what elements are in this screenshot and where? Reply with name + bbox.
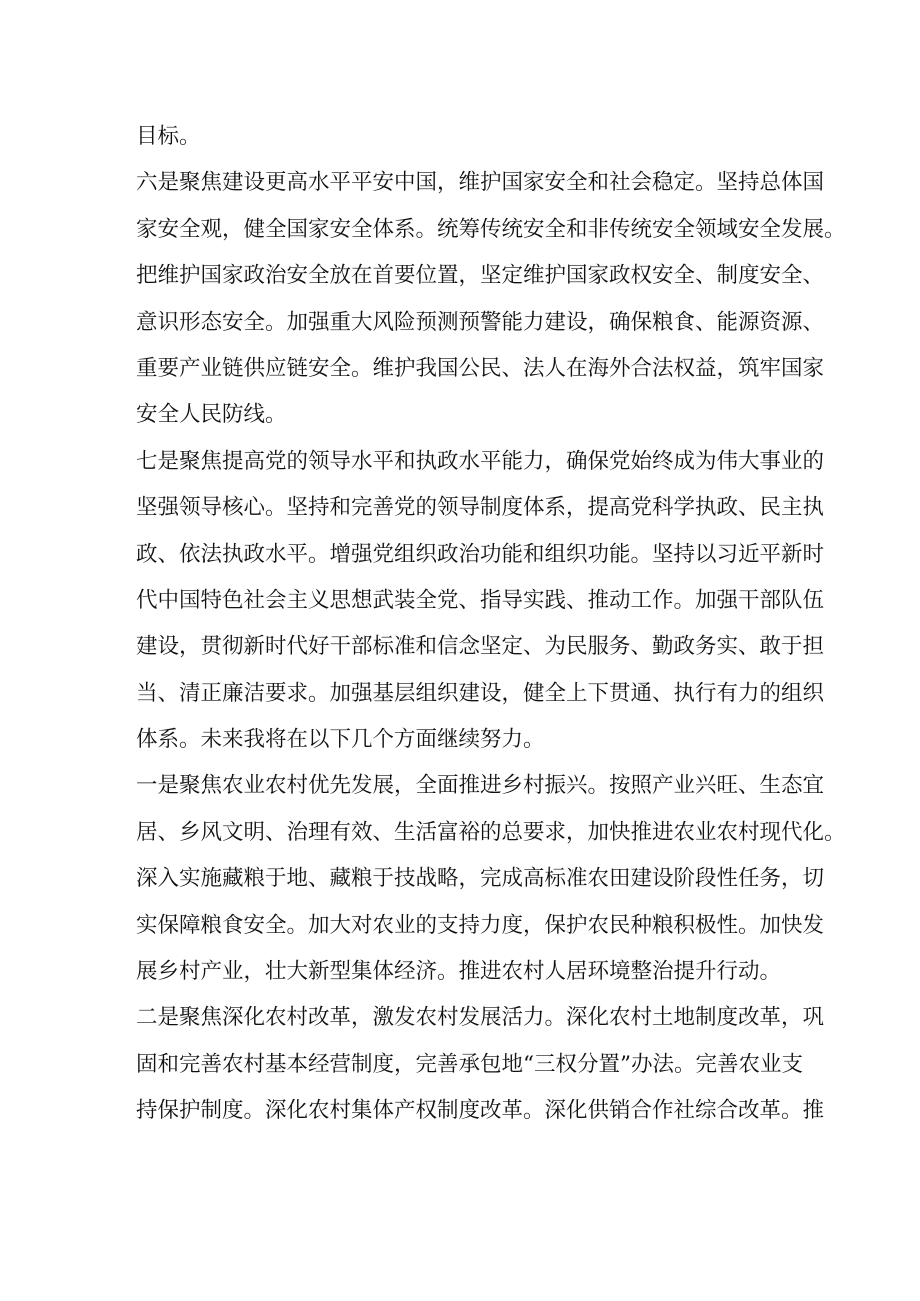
- text-line: 意识形态安全。加强重大风险预测预警能力建设，确保粮食、能源资源、: [136, 309, 825, 335]
- text-line: 持保护制度。深化农村集体产权制度改革。深化供销合作社综合改革。推: [136, 1098, 825, 1124]
- text-line: 政、依法执政水平。增强党组织政治功能和组织功能。坚持以习近平新时: [136, 541, 825, 567]
- text-line: 目标。: [136, 124, 201, 149]
- text-line: 安全人民防线。: [136, 402, 287, 428]
- text-line: 把维护国家政治安全放在首要位置，坚定维护国家政权安全、制度安全、: [136, 263, 825, 289]
- text-line: 代中国特色社会主义思想武装全党、指导实践、推动工作。加强干部队伍: [136, 587, 825, 613]
- text-line: 坚强领导核心。坚持和完善党的领导制度体系，提高党科学执政、民主执: [136, 495, 825, 521]
- text-line: 家安全观，健全国家安全体系。统筹传统安全和非传统安全领域安全发展。: [136, 216, 846, 242]
- text-line: 六是聚焦建设更高水平平安中国，维护国家安全和社会稳定。坚持总体国: [136, 170, 825, 196]
- text-line: 一是聚焦农业农村优先发展，全面推进乡村振兴。按照产业兴旺、生态宜: [136, 773, 825, 799]
- text-line: 体系。未来我将在以下几个方面继续努力。: [136, 727, 545, 753]
- text-line: 建设，贯彻新时代好干部标准和信念坚定、为民服务、勤政务实、敢于担: [136, 634, 825, 660]
- text-line: 七是聚焦提高党的领导水平和执政水平能力，确保党始终成为伟大事业的: [136, 448, 825, 474]
- text-line: 固和完善农村基本经营制度，完善承包地“三权分置”办法。完善农业支: [136, 1051, 803, 1077]
- text-line: 展乡村产业，壮大新型集体经济。推进农村人居环境整治提升行动。: [136, 959, 782, 985]
- text-line: 实保障粮食安全。加大对农业的支持力度，保护农民种粮积极性。加快发: [136, 912, 825, 938]
- text-line: 当、清正廉洁要求。加强基层组织建设，健全上下贯通、执行有力的组织: [136, 680, 825, 706]
- text-line: 重要产业链供应链安全。维护我国公民、法人在海外合法权益，筑牢国家: [136, 355, 825, 381]
- text-line: 深入实施藏粮于地、藏粮于技战略，完成高标准农田建设阶段性任务，切: [136, 866, 825, 892]
- body-text: [136, 114, 846, 1135]
- text-line: 二是聚焦深化农村改革，激发农村发展活力。深化农村土地制度改革，巩: [136, 1005, 825, 1031]
- text-line: 居、乡风文明、治理有效、生活富裕的总要求，加快推进农业农村现代化。: [136, 819, 846, 845]
